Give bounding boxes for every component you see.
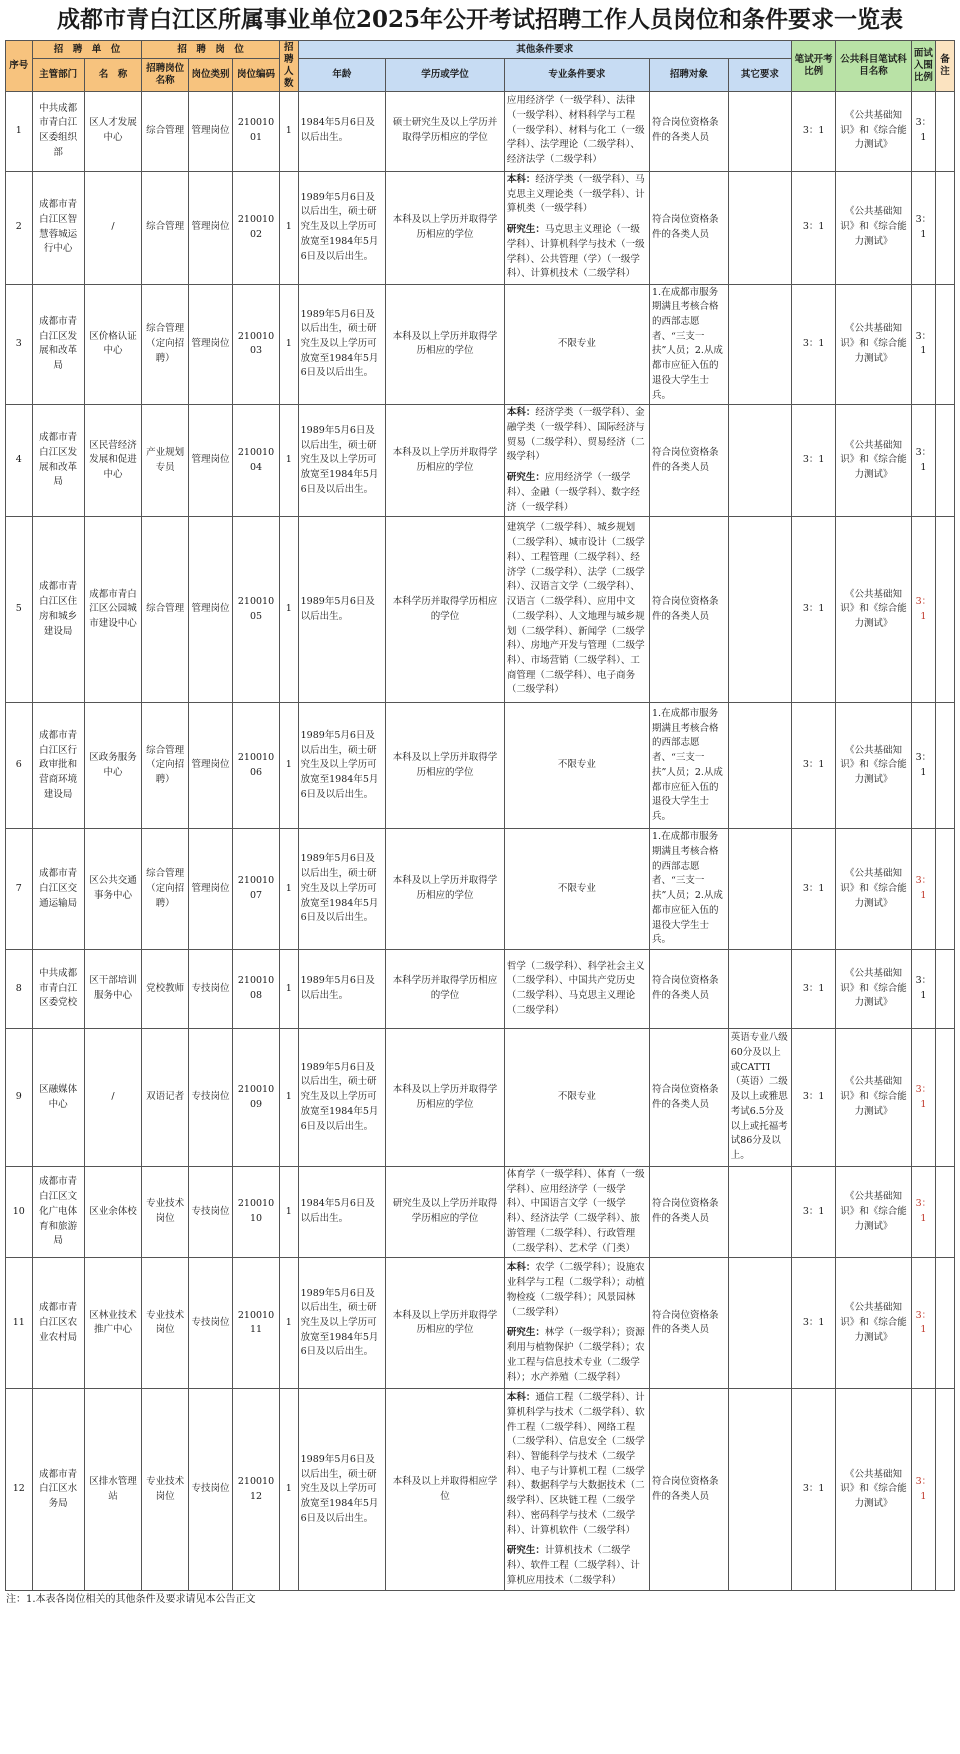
cell-count: 1: [279, 405, 298, 517]
cell-exam-ratio: 3：1: [791, 829, 835, 950]
cell-post-code: 21001007: [233, 829, 280, 950]
cell-major: [504, 1258, 649, 1389]
cell-age: 1984年5月6日及以后出生。: [298, 91, 386, 171]
cell-index: 2: [6, 171, 33, 284]
major-segment-label: 本科：: [506, 1262, 536, 1274]
cell-interview-ratio: 3：1: [911, 1167, 935, 1258]
major-segment-label: 研究生：: [506, 224, 545, 236]
cell-exam-ratio: 3：1: [791, 1029, 835, 1167]
cell-unit-name: 区人才发展中心: [84, 91, 142, 171]
cell-major: [504, 284, 649, 405]
cell-exam-ratio: 3：1: [791, 517, 835, 703]
cell-interview-ratio: 3：1: [911, 1389, 935, 1591]
cell-target: 符合岗位资格条件的各类人员: [650, 517, 729, 703]
cell-index: 8: [6, 950, 33, 1029]
cell-other: [728, 91, 791, 171]
header-age: 年龄: [298, 59, 386, 91]
cell-other: [728, 1167, 791, 1258]
cell-interview-ratio: 3：1: [911, 1258, 935, 1389]
cell-remark: [936, 703, 955, 829]
major-segment: [507, 406, 647, 465]
cell-target: 符合岗位资格条件的各类人员: [650, 91, 729, 171]
cell-post-name: 综合管理（定向招聘）: [142, 284, 189, 405]
cell-subject: 《公共基础知识》和《综合能力测试》: [836, 1167, 911, 1258]
major-segment-label: 研究生：: [506, 1327, 545, 1339]
cell-remark: [936, 1167, 955, 1258]
cell-target: 符合岗位资格条件的各类人员: [650, 1029, 729, 1167]
table-row: [6, 1389, 955, 1591]
header-post-code: 岗位编码: [233, 59, 280, 91]
cell-post-type: 管理岗位: [188, 517, 232, 703]
cell-edu: 本科及以上学历并取得学历相应的学位: [386, 284, 505, 405]
cell-target: 符合岗位资格条件的各类人员: [650, 950, 729, 1029]
major-segment-text: 应用经济学（一级学科）、法律（一级学科）、材料科学与工程（一级学科）、材料与化工（一级学科）、法学理论（二级学科）、经济法学（二级学科）: [506, 95, 645, 166]
cell-dept: 成都市青白江区住房和城乡建设局: [32, 517, 84, 703]
footnote: 注：1.本表各岗位相关的其他条件及要求请见本公告正文: [6, 1594, 256, 1606]
cell-subject: 《公共基础知识》和《综合能力测试》: [836, 171, 911, 284]
cell-remark: [936, 1029, 955, 1167]
cell-other: [728, 703, 791, 829]
table-row: [6, 517, 955, 703]
cell-interview-ratio: 3：1: [911, 91, 935, 171]
cell-major: [504, 405, 649, 517]
cell-exam-ratio: 3：1: [791, 1389, 835, 1591]
major-segment-text: 哲学（二级学科）、科学社会主义（二级学科）、中国共产党历史（二级学科）、马克思主义理论（二级学科）: [506, 960, 645, 1016]
cell-other: [728, 171, 791, 284]
cell-count: 1: [279, 1029, 298, 1167]
cell-post-name: 产业规划专员: [142, 405, 189, 517]
cell-target: 符合岗位资格条件的各类人员: [650, 1167, 729, 1258]
cell-target: 1.在成都市服务期满且考核合格的西部志愿者、“三支一扶”人员；2.从成都市应征入伍的退役大学生士兵。: [650, 703, 729, 829]
cell-remark: [936, 517, 955, 703]
major-segment: [507, 1261, 647, 1320]
major-segment-label: 本科：: [506, 407, 536, 419]
major-segment-text: 建筑学（二级学科）、城乡规划（二级学科）、城市设计（二级学科）、工程管理（二级学科）、经济学（二级学科）、法学（二级学科）、汉语言文学（二级学科）、汉语言（二级学科）、应用中文（二级学科）、人文地理与城乡规划（二级学科）、新闻学（二级学科）、房地产开发与管理（二级学科）、市场营销（二级学科）、工商管理（二级学科）、电子商务（二级学科）: [506, 522, 645, 696]
major-segment-text: 马克思主义理论（一级学科）、计算机科学与技术（一级学科）、公共管理（学）（一级学科）、计算机技术（二级学科）: [506, 224, 645, 280]
cell-count: 1: [279, 171, 298, 284]
cell-post-type: 专技岗位: [188, 1167, 232, 1258]
cell-remark: [936, 950, 955, 1029]
cell-post-code: 21001002: [233, 171, 280, 284]
cell-unit-name: 区价格认证中心: [84, 284, 142, 405]
table-row: [6, 1258, 955, 1389]
cell-edu: 本科及以上学历并取得学历相应的学位: [386, 171, 505, 284]
table-row: [6, 829, 955, 950]
cell-subject: 《公共基础知识》和《综合能力测试》: [836, 405, 911, 517]
cell-index: 11: [6, 1258, 33, 1389]
cell-post-name: 综合管理（定向招聘）: [142, 829, 189, 950]
major-segment-text: 应用经济学（一级学科）、金融（一级学科）、数字经济（一级学科）: [506, 472, 640, 513]
cell-major: [504, 950, 649, 1029]
cell-index: 6: [6, 703, 33, 829]
cell-dept: 区融媒体中心: [32, 1029, 84, 1167]
cell-major: [504, 1167, 649, 1258]
cell-count: 1: [279, 703, 298, 829]
cell-post-code: 21001008: [233, 950, 280, 1029]
cell-age: 1989年5月6日及以后出生，硕士研究生及以上学历可放宽至1984年5月6日及以后出生。: [298, 1258, 386, 1389]
major-segment: [507, 173, 647, 217]
major-segment: [507, 521, 647, 698]
header-name: 名 称: [84, 59, 142, 91]
cell-age: 1989年5月6日及以后出生，硕士研究生及以上学历可放宽至1984年5月6日及以后出生。: [298, 171, 386, 284]
major-segment-text: 林学（一级学科）；资源利用与植物保护（二级学科）；农业工程与信息技术专业（二级学科）；水产养殖（二级学科）: [506, 1327, 645, 1383]
major-segment-text: 不限专业: [557, 759, 596, 771]
cell-unit-name: 区民营经济发展和促进中心: [84, 405, 142, 517]
cell-major: [504, 517, 649, 703]
cell-dept: 成都市青白江区智慧蓉城运行中心: [32, 171, 84, 284]
cell-post-type: 管理岗位: [188, 171, 232, 284]
cell-post-type: 管理岗位: [188, 829, 232, 950]
cell-unit-name: 区业余体校: [84, 1167, 142, 1258]
cell-index: 10: [6, 1167, 33, 1258]
cell-exam-ratio: 3：1: [791, 405, 835, 517]
table-row: [6, 284, 955, 405]
major-segment: [507, 758, 647, 773]
recruitment-table: [5, 40, 955, 1591]
cell-major: [504, 1029, 649, 1167]
document-page: [5, 0, 955, 1609]
cell-post-code: 21001006: [233, 703, 280, 829]
header-interview-ratio: 面试入围比例: [911, 41, 935, 92]
cell-age: 1989年5月6日及以后出生，硕士研究生及以上学历可放宽至1984年5月6日及以后出生。: [298, 703, 386, 829]
cell-count: 1: [279, 91, 298, 171]
cell-post-code: 21001003: [233, 284, 280, 405]
cell-post-code: 21001001: [233, 91, 280, 171]
cell-post-name: 专业技术岗位: [142, 1258, 189, 1389]
cell-edu: 本科及以上学历并取得学历相应的学位: [386, 703, 505, 829]
cell-exam-ratio: 3：1: [791, 703, 835, 829]
cell-interview-ratio: 3：1: [911, 950, 935, 1029]
cell-unit-name: 区林业技术推广中心: [84, 1258, 142, 1389]
cell-count: 1: [279, 517, 298, 703]
cell-other: [728, 829, 791, 950]
cell-edu: 本科及以上学历并取得学历相应的学位: [386, 405, 505, 517]
major-segment: [507, 1326, 647, 1385]
cell-post-code: 21001011: [233, 1258, 280, 1389]
major-segment: [507, 882, 647, 897]
cell-post-name: 综合管理（定向招聘）: [142, 703, 189, 829]
header-other-group: 其他条件要求: [298, 41, 791, 59]
header-index: 序号: [6, 41, 33, 92]
cell-post-type: 管理岗位: [188, 91, 232, 171]
header-edu: 学历或学位: [386, 59, 505, 91]
cell-age: 1989年5月6日及以后出生，硕士研究生及以上学历可放宽至1984年5月6日及以后出生。: [298, 1389, 386, 1591]
cell-remark: [936, 91, 955, 171]
cell-interview-ratio: 3：1: [911, 171, 935, 284]
cell-unit-name: 区干部培训服务中心: [84, 950, 142, 1029]
cell-other: [728, 284, 791, 405]
cell-post-name: 综合管理: [142, 91, 189, 171]
cell-index: 5: [6, 517, 33, 703]
cell-major: [504, 703, 649, 829]
table-row: [6, 950, 955, 1029]
cell-subject: 《公共基础知识》和《综合能力测试》: [836, 829, 911, 950]
header-subject: 公共科目笔试科目名称: [836, 41, 911, 92]
major-segment-label: 研究生：: [506, 472, 545, 484]
table-row: [6, 1029, 955, 1167]
cell-dept: 中共成都市青白江区委党校: [32, 950, 84, 1029]
header-post-type: 岗位类别: [188, 59, 232, 91]
cell-dept: 成都市青白江区水务局: [32, 1389, 84, 1591]
header-post-group: 招 聘 岗 位: [142, 41, 279, 59]
cell-exam-ratio: 3：1: [791, 1258, 835, 1389]
cell-subject: 《公共基础知识》和《综合能力测试》: [836, 284, 911, 405]
cell-remark: [936, 1258, 955, 1389]
major-segment: [507, 94, 647, 168]
cell-unit-name: /: [84, 171, 142, 284]
cell-index: 9: [6, 1029, 33, 1167]
cell-exam-ratio: 3：1: [791, 284, 835, 405]
cell-post-name: 双语记者: [142, 1029, 189, 1167]
cell-unit-name: 成都市青白江区公园城市建设中心: [84, 517, 142, 703]
cell-post-name: 综合管理: [142, 171, 189, 284]
major-segment-label: 研究生：: [506, 1545, 545, 1557]
cell-target: 1.在成都市服务期满且考核合格的西部志愿者、“三支一扶”人员；2.从成都市应征入伍的退役大学生士兵。: [650, 284, 729, 405]
cell-major: [504, 171, 649, 284]
cell-edu: 本科及以上并取得相应学位: [386, 1389, 505, 1591]
cell-index: 3: [6, 284, 33, 405]
cell-exam-ratio: 3：1: [791, 171, 835, 284]
cell-other: [728, 517, 791, 703]
cell-subject: 《公共基础知识》和《综合能力测试》: [836, 1029, 911, 1167]
table-row: [6, 703, 955, 829]
cell-dept: 成都市青白江区交通运输局: [32, 829, 84, 950]
table-row: [6, 1167, 955, 1258]
cell-target: 符合岗位资格条件的各类人员: [650, 1258, 729, 1389]
cell-unit-name: /: [84, 1029, 142, 1167]
cell-age: 1989年5月6日及以后出生，硕士研究生及以上学历可放宽至1984年5月6日及以后出生。: [298, 284, 386, 405]
cell-count: 1: [279, 829, 298, 950]
cell-subject: 《公共基础知识》和《综合能力测试》: [836, 517, 911, 703]
major-segment: [507, 1391, 647, 1538]
cell-interview-ratio: 3：1: [911, 284, 935, 405]
header-remark: 备注: [936, 41, 955, 92]
cell-subject: 《公共基础知识》和《综合能力测试》: [836, 703, 911, 829]
cell-remark: [936, 171, 955, 284]
cell-count: 1: [279, 284, 298, 405]
cell-other: [728, 405, 791, 517]
cell-unit-name: 区排水管理站: [84, 1389, 142, 1591]
cell-major: [504, 91, 649, 171]
cell-subject: 《公共基础知识》和《综合能力测试》: [836, 91, 911, 171]
cell-post-type: 专技岗位: [188, 1389, 232, 1591]
cell-dept: 成都市青白江区发展和改革局: [32, 405, 84, 517]
major-segment-text: 不限专业: [557, 882, 596, 894]
cell-edu: 本科学历并取得学历相应的学位: [386, 950, 505, 1029]
cell-post-code: 21001004: [233, 405, 280, 517]
cell-count: 1: [279, 1167, 298, 1258]
cell-subject: 《公共基础知识》和《综合能力测试》: [836, 950, 911, 1029]
cell-dept: 成都市青白江区行政审批和营商环境建设局: [32, 703, 84, 829]
cell-age: 1989年5月6日及以后出生，硕士研究生及以上学历可放宽至1984年5月6日及以后出生。: [298, 829, 386, 950]
cell-dept: 成都市青白江区文化广电体育和旅游局: [32, 1167, 84, 1258]
cell-post-name: 党校教师: [142, 950, 189, 1029]
cell-post-name: 专业技术岗位: [142, 1389, 189, 1591]
cell-count: 1: [279, 950, 298, 1029]
major-segment-text: 农学（二级学科）；设施农业科学与工程（二级学科）；动植物检疫（二级学科）；风景园林（二级学科）: [506, 1262, 645, 1318]
major-segment: [507, 1090, 647, 1105]
cell-dept: 中共成都市青白江区委组织部: [32, 91, 84, 171]
cell-edu: 本科学历并取得学历相应的学位: [386, 517, 505, 703]
cell-edu: 硕士研究生及以上学历并取得学历相应的学位: [386, 91, 505, 171]
cell-post-type: 管理岗位: [188, 703, 232, 829]
cell-major: [504, 829, 649, 950]
major-segment-text: 经济学类（一级学科）、金融学类（一级学科）、国际经济与贸易（二级学科）、贸易经济（二级学科）: [506, 407, 645, 463]
cell-edu: 研究生及以上学历并取得学历相应的学位: [386, 1167, 505, 1258]
cell-edu: 本科及以上学历并取得学历相应的学位: [386, 829, 505, 950]
header-count: 招聘人数: [279, 41, 298, 92]
cell-age: 1984年5月6日及以后出生。: [298, 1167, 386, 1258]
header-major: 专业条件要求: [504, 59, 649, 91]
cell-interview-ratio: 3：1: [911, 517, 935, 703]
major-segment: [507, 960, 647, 1019]
cell-target: 符合岗位资格条件的各类人员: [650, 405, 729, 517]
cell-interview-ratio: 3：1: [911, 1029, 935, 1167]
major-segment: [507, 1168, 647, 1256]
major-segment: [507, 223, 647, 282]
cell-index: 12: [6, 1389, 33, 1591]
cell-edu: 本科及以上学历并取得学历相应的学位: [386, 1258, 505, 1389]
major-segment-label: 本科：: [506, 1392, 536, 1404]
cell-count: 1: [279, 1389, 298, 1591]
cell-subject: 《公共基础知识》和《综合能力测试》: [836, 1258, 911, 1389]
cell-interview-ratio: 3：1: [911, 829, 935, 950]
cell-unit-name: 区政务服务中心: [84, 703, 142, 829]
major-segment: [507, 471, 647, 515]
cell-remark: [936, 1389, 955, 1591]
cell-post-code: 21001005: [233, 517, 280, 703]
cell-target: 符合岗位资格条件的各类人员: [650, 1389, 729, 1591]
major-segment-text: 不限专业: [557, 338, 596, 350]
cell-post-type: 专技岗位: [188, 1029, 232, 1167]
cell-other: 英语专业八级60分及以上或CATTI（英语）二级及以上或雅思考试6.5分及以上或托福考试86分及以上。: [728, 1029, 791, 1167]
cell-age: 1989年5月6日及以后出生，硕士研究生及以上学历可放宽至1984年5月6日及以后出生。: [298, 1029, 386, 1167]
cell-age: 1989年5月6日及以后出生，硕士研究生及以上学历可放宽至1984年5月6日及以后出生。: [298, 405, 386, 517]
cell-target: 符合岗位资格条件的各类人员: [650, 171, 729, 284]
cell-edu: 本科及以上学历并取得学历相应的学位: [386, 1029, 505, 1167]
cell-remark: [936, 405, 955, 517]
header-other: 其它要求: [728, 59, 791, 91]
cell-dept: 成都市青白江区农业农村局: [32, 1258, 84, 1389]
header-target: 招聘对象: [650, 59, 729, 91]
major-segment-text: 经济学类（一级学科）、马克思主义理论类（一级学科）、计算机类（一级学科）: [506, 173, 645, 215]
cell-interview-ratio: 3：1: [911, 703, 935, 829]
cell-exam-ratio: 3：1: [791, 950, 835, 1029]
table-row: [6, 91, 955, 171]
major-segment-text: 体育学（一级学科）、体育（一级学科）、应用经济学（一级学科）、中国语言文学（一级学科）、经济法学（二级学科）、旅游管理（二级学科）、行政管理（二级学科）、艺术学（门类）: [506, 1169, 645, 1254]
cell-exam-ratio: 3：1: [791, 1167, 835, 1258]
header-unit-group: 招 聘 单 位: [32, 41, 142, 59]
cell-post-name: 专业技术岗位: [142, 1167, 189, 1258]
major-segment: [507, 337, 647, 352]
cell-interview-ratio: 3：1: [911, 405, 935, 517]
cell-age: 1989年5月6日及以后出生。: [298, 517, 386, 703]
header-exam-ratio: 笔试开考比例: [791, 41, 835, 92]
cell-index: 1: [6, 91, 33, 171]
major-segment: [507, 1544, 647, 1588]
cell-post-code: 21001012: [233, 1389, 280, 1591]
table-row: [6, 171, 955, 284]
cell-unit-name: 区公共交通事务中心: [84, 829, 142, 950]
cell-post-code: 21001010: [233, 1167, 280, 1258]
cell-remark: [936, 829, 955, 950]
page-title: 成都市青白江区所属事业单位2025年公开考试招聘工作人员岗位和条件要求一览表: [56, 6, 903, 33]
cell-post-type: 管理岗位: [188, 284, 232, 405]
major-segment-label: 本科：: [506, 173, 536, 185]
table-row: [6, 405, 955, 517]
cell-dept: 成都市青白江区发展和改革局: [32, 284, 84, 405]
cell-other: [728, 950, 791, 1029]
cell-index: 4: [6, 405, 33, 517]
major-segment-text: 计算机技术（二级学科）、软件工程（二级学科）、计算机应用技术（二级学科）: [506, 1545, 640, 1586]
cell-post-type: 专技岗位: [188, 1258, 232, 1389]
cell-major: [504, 1389, 649, 1591]
cell-post-code: 21001009: [233, 1029, 280, 1167]
cell-remark: [936, 284, 955, 405]
cell-target: 1.在成都市服务期满且考核合格的西部志愿者、“三支一扶”人员；2.从成都市应征入伍的退役大学生士兵。: [650, 829, 729, 950]
cell-post-name: 综合管理: [142, 517, 189, 703]
major-segment-text: 不限专业: [557, 1091, 596, 1103]
cell-count: 1: [279, 1258, 298, 1389]
cell-index: 7: [6, 829, 33, 950]
cell-other: [728, 1258, 791, 1389]
cell-subject: 《公共基础知识》和《综合能力测试》: [836, 1389, 911, 1591]
major-segment-text: 通信工程（二级学科）、计算机科学与技术（二级学科）、软件工程（二级学科）、网络工程（二级学科）、信息安全（二级学科）、智能科学与技术（二级学科）、电子与计算机工程（二级学科）、数据科学与大数据技术（二级学科）、区块链工程（二级学科）、密码科学与技术（二级学科）、计算机软件（二级学科）: [506, 1392, 645, 1536]
header-post-name: 招聘岗位名称: [142, 59, 189, 91]
header-dept: 主管部门: [32, 59, 84, 91]
cell-post-type: 专技岗位: [188, 950, 232, 1029]
cell-other: [728, 1389, 791, 1591]
cell-age: 1989年5月6日及以后出生。: [298, 950, 386, 1029]
cell-post-type: 管理岗位: [188, 405, 232, 517]
cell-exam-ratio: 3：1: [791, 91, 835, 171]
